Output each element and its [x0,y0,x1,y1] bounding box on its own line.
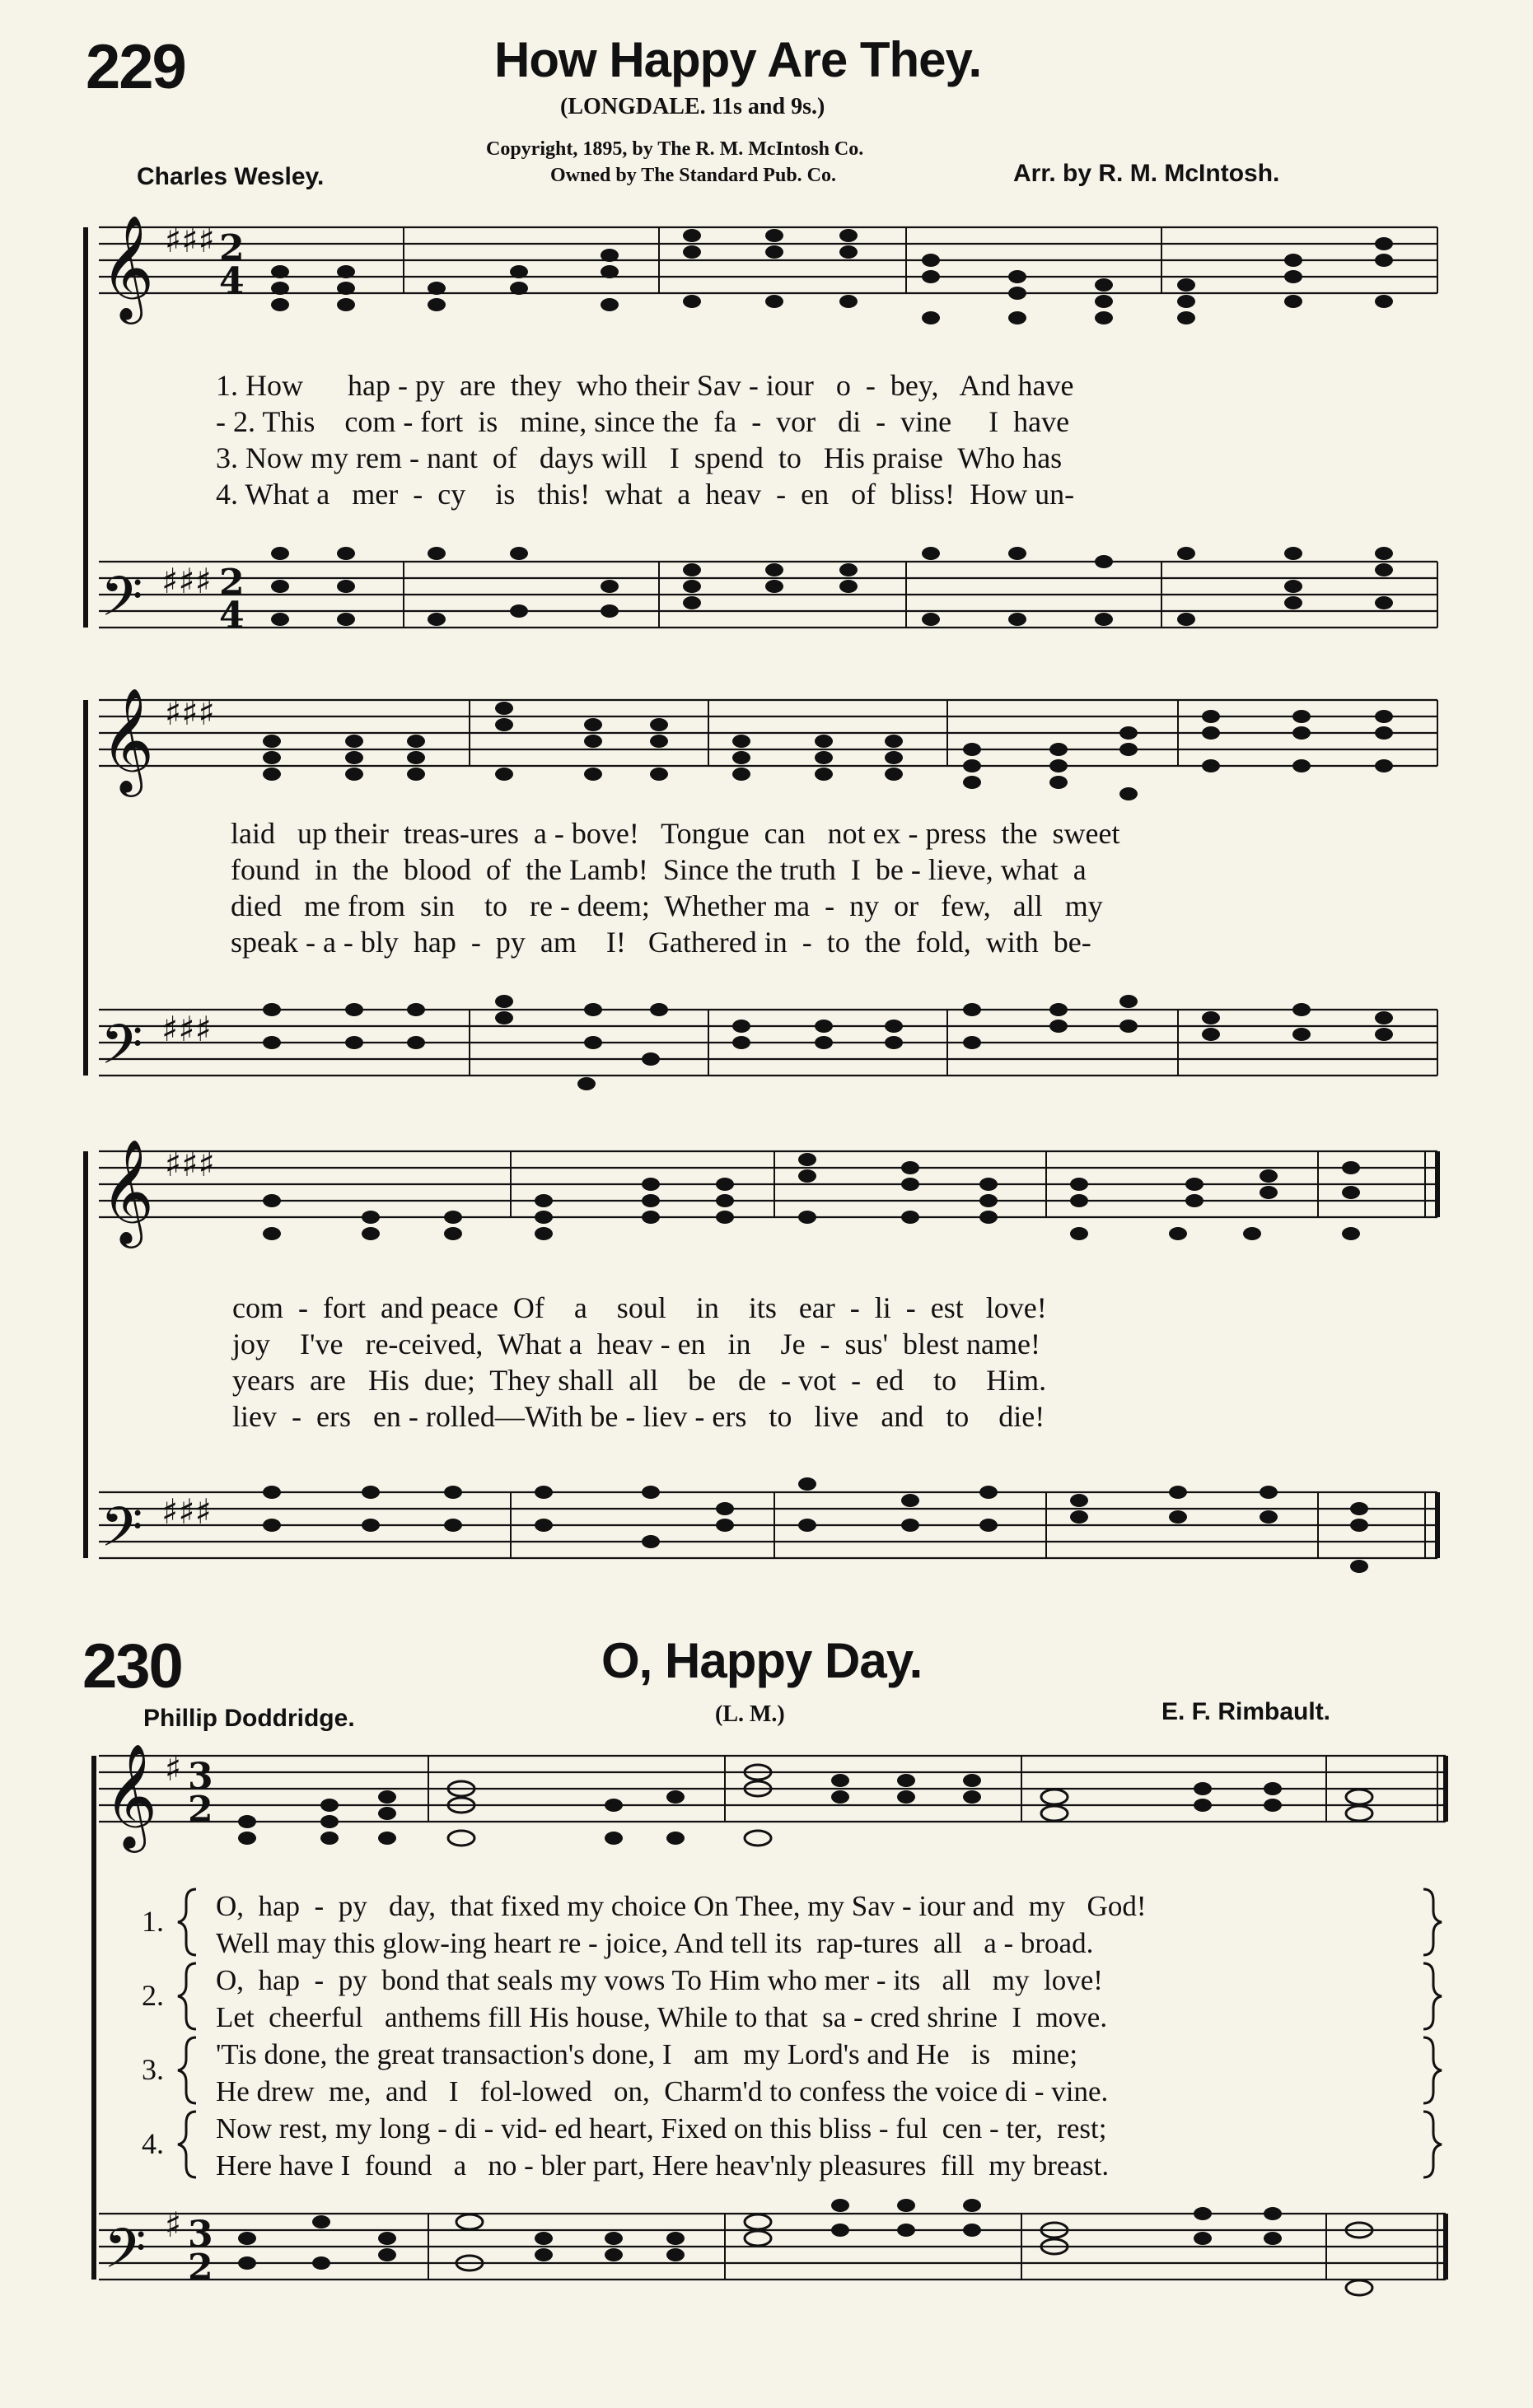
svg-text:♯♯♯: ♯♯♯ [161,561,212,601]
verse-line: Now rest, my long - di - vid- ed heart, Fixed on this bliss - ful cen - ter, rest; [216,2112,1107,2144]
svg-text:𝄢: 𝄢 [104,2217,147,2294]
hymn-number: 230 [82,1631,182,1701]
svg-text:𝄞: 𝄞 [104,1743,158,1848]
svg-text:♯♯♯: ♯♯♯ [161,1491,212,1532]
copyright-line: Copyright, 1895, by The R. M. McIntosh Co. [486,138,864,160]
tune-name: (LONGDALE. 11s and 9s.) [560,94,825,119]
verse-line: speak - a - bly hap - py am I! Gathered in - to the fold, with be- [231,926,1091,959]
svg-text:3: 3 [188,2214,213,2256]
verse-line: years are His due; They shall all be de - vot - ed to Him. [232,1364,1047,1397]
lyrics-hymn-230 [216,1888,1146,2184]
svg-text:𝄞: 𝄞 [100,214,155,320]
verse-line: 1. How hap - py are they who their Sav - iour o - bey, And have [216,369,1074,402]
verse-line: laid up their treas-ures a - bove! Tongue can not ex - press the sweet [231,817,1120,850]
author-credit: Charles Wesley. [137,163,325,190]
verse-line: Well may this glow-ing heart re - joice, And tell its rap-tures all a - broad. [216,1927,1094,1959]
svg-text:♯♯♯: ♯♯♯ [161,1009,212,1049]
verse-number: 2. [142,1979,164,2012]
author-credit: Phillip Doddridge. [143,1705,355,1732]
svg-text:♯: ♯ [165,2205,182,2245]
verse-line: 'Tis done, the great transaction's done, I am my Lord's and He is mine; [216,2038,1078,2070]
verse-line: found in the blood of the Lamb! Since the truth I be - lieve, what a [231,853,1087,886]
svg-text:2: 2 [188,2247,213,2289]
verse-line: joy I've re-ceived, What a heav - en in Je - sus' blest name! [232,1328,1040,1360]
verse-number: 1. [142,1905,164,1938]
svg-text:♯♯♯: ♯♯♯ [165,220,215,260]
verse-line: O, hap - py day, that fixed my choice On Thee, my Sav - iour and my God! [216,1890,1147,1922]
composer-credit: E. F. Rimbault. [1161,1698,1331,1725]
svg-text:𝄞: 𝄞 [100,1138,155,1244]
svg-text:♯♯♯: ♯♯♯ [165,693,215,733]
svg-text:𝄞: 𝄞 [100,687,155,792]
arranger-credit: Arr. by R. M. McIntosh. [1013,160,1280,187]
svg-text:𝄢: 𝄢 [100,1496,143,1572]
svg-text:2: 2 [219,227,245,269]
verse-line: 3. Now my rem - nant of days will I spend to His praise Who has [216,441,1063,474]
svg-text:2: 2 [219,562,245,604]
svg-text:4: 4 [219,260,245,302]
hymn-title: O, Happy Day. [601,1633,923,1688]
svg-text:𝄢: 𝄢 [100,565,143,642]
verse-number: 3. [142,2053,164,2086]
svg-text:2: 2 [188,1789,213,1831]
verse-number: 4. [142,2127,164,2160]
meter: (L. M.) [715,1701,785,1727]
verse-line: He drew me, and I fol-lowed on, Charm'd to confess the voice di - vine. [216,2075,1109,2107]
hymn-number: 229 [86,32,185,102]
verse-line: com - fort and peace Of a soul in its ear - li - est love! [232,1291,1047,1324]
verse-line: Let cheerful anthems fill His house, While to that sa - cred shrine I move. [216,2001,1108,2033]
verse-line: liev - ers en - rolled—With be - liev - ers to live and to die! [232,1400,1045,1433]
verse-line: O, hap - py bond that seals my vows To Him who mer - its all my love! [216,1964,1103,1996]
verse-line: 4. What a mer - cy is this! what a heav - en of bliss! How un- [216,478,1075,511]
svg-text:♯♯♯: ♯♯♯ [165,1144,215,1184]
verse-line: Here have I found a no - bler part, Here heav'nly pleasures fill my breast. [216,2149,1110,2182]
hymn-title: How Happy Are They. [494,32,982,87]
svg-text:3: 3 [188,1756,213,1798]
svg-text:4: 4 [219,595,245,637]
verse-line: died me from sin to re - deem; Whether ma - ny or few, all my [231,889,1103,922]
svg-text:♯: ♯ [165,1748,182,1789]
ownership-line: Owned by The Standard Pub. Co. [550,165,836,186]
svg-text:𝄢: 𝄢 [100,1013,143,1090]
verse-line: - 2. This com - fort is mine, since the fa - vor di - vine I have [216,405,1070,438]
